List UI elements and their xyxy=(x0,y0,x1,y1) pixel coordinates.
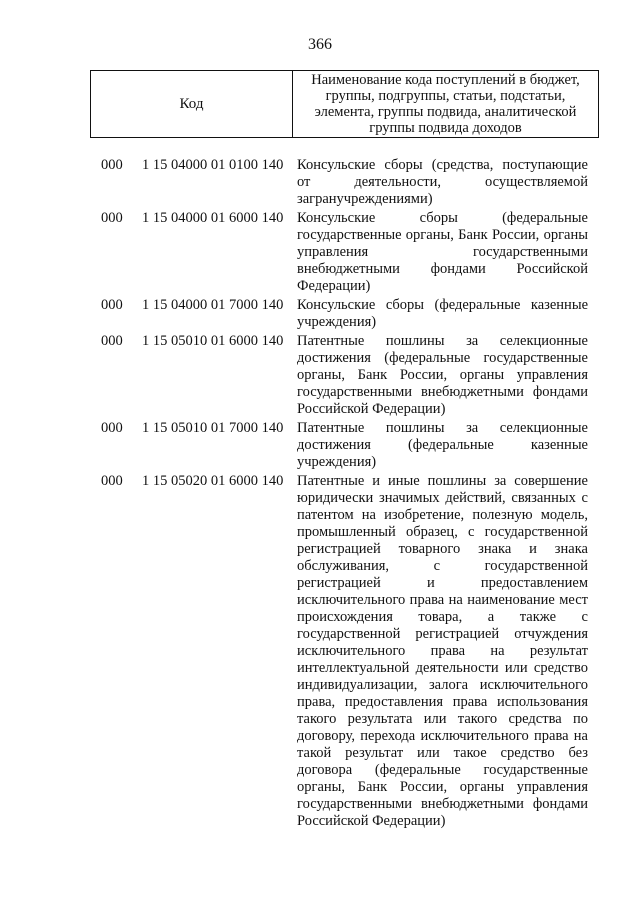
revenue-code: 1 15 04000 01 7000 140 xyxy=(142,297,284,313)
revenue-description: Консульские сборы (федеральные государственные органы, Банк России, органы управления государственными внебюджетными фондами Российской Федерации) xyxy=(297,210,588,294)
admin-code: 000 xyxy=(101,210,123,226)
admin-code: 000 xyxy=(101,420,123,436)
admin-code: 000 xyxy=(101,157,123,173)
table-row xyxy=(0,473,640,830)
table-row xyxy=(0,297,640,331)
admin-code: 000 xyxy=(101,473,123,489)
header-name-column: Наименование кода поступлений в бюджет, группы, подгруппы, статьи, подстатьи, элемента, группы подвида, аналитической группы подвида доходов xyxy=(311,72,580,136)
page-number: 366 xyxy=(308,36,332,53)
revenue-description: Патентные пошлины за селекционные достижения (федеральные государственные органы, Банк России, органы управления государственными внебюджетными фондами Российской Федерации) xyxy=(297,333,588,417)
table-header xyxy=(90,70,599,138)
revenue-description: Патентные пошлины за селекционные достижения (федеральные казенные учреждения) xyxy=(297,420,588,470)
revenue-code: 1 15 05010 01 7000 140 xyxy=(142,420,284,436)
revenue-description: Консульские сборы (средства, поступающие от деятельности, осуществляемой загранучреждениями) xyxy=(297,157,588,207)
revenue-description: Консульские сборы (федеральные казенные учреждения) xyxy=(297,297,588,330)
table-row xyxy=(0,157,640,208)
table-row xyxy=(0,333,640,418)
admin-code: 000 xyxy=(101,333,123,349)
header-code-column: Код xyxy=(91,71,293,137)
revenue-code: 1 15 05010 01 6000 140 xyxy=(142,333,284,349)
admin-code: 000 xyxy=(101,297,123,313)
revenue-code: 1 15 05020 01 6000 140 xyxy=(142,473,284,489)
revenue-description: Патентные и иные пошлины за совершение юридически значимых действий, связанных с патентом на изобретение, полезную модель, промышленный образец, с государственной регистрацией товарного знака и знака обслуживания, с государственной регистрацией и предоставлением исключительного права на наименование мест происхождения товара, а также с государственной регистрацией отчуждения исключительного права на результат интеллектуальной деятельности или средство индивидуализации, залога исключительного права, предоставления права использования такого результата или такого средства по договору, перехода исключительного права на такой результат или такое средство без договора (федеральные государственные органы, Банк России, органы управления государственными внебюджетными фондами Российской Федерации) xyxy=(297,473,588,829)
table-row xyxy=(0,420,640,471)
revenue-code-list xyxy=(0,157,640,830)
table-row xyxy=(0,210,640,295)
revenue-code: 1 15 04000 01 0100 140 xyxy=(142,157,284,173)
revenue-code: 1 15 04000 01 6000 140 xyxy=(142,210,284,226)
